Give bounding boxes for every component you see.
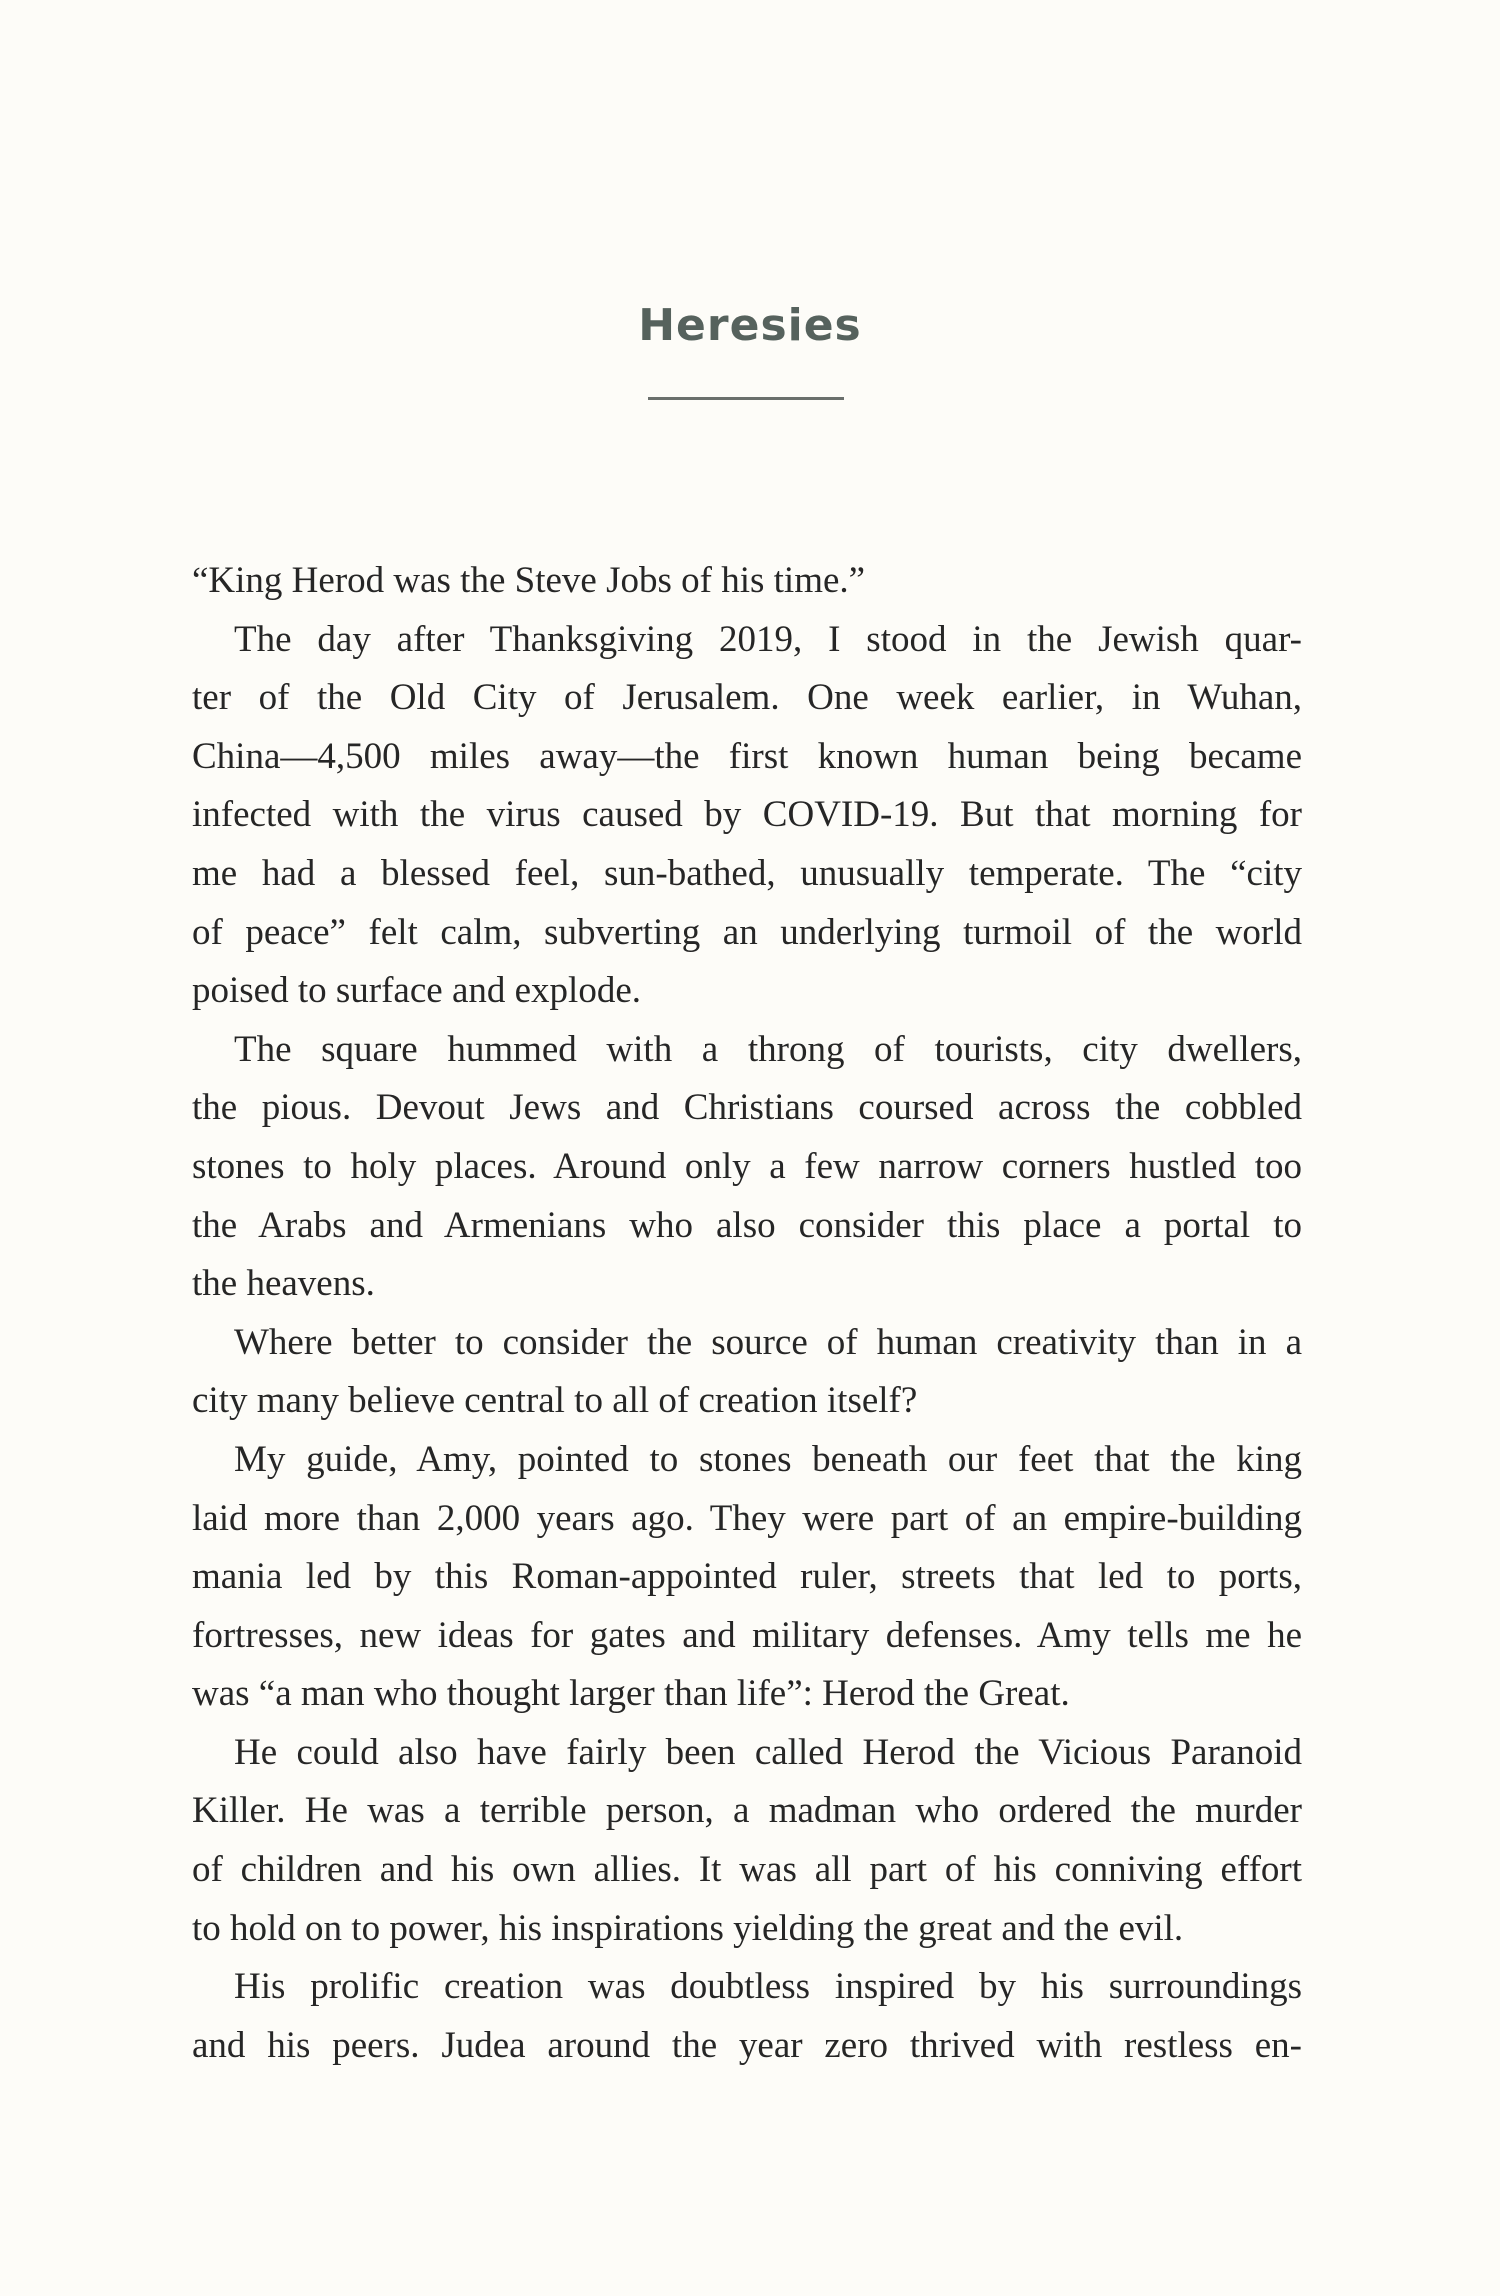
text-line: His prolific creation was doubtless inspired by his surroundings bbox=[234, 1966, 1302, 2008]
text-line: He could also have fairly been called Herod the Vicious Paranoid bbox=[234, 1731, 1302, 1773]
text-line: poised to surface and explode. bbox=[192, 970, 641, 1012]
text-line: the heavens. bbox=[192, 1263, 375, 1305]
text-line: of children and his own allies. It was all part of his conniving effort bbox=[192, 1849, 1302, 1891]
paragraph bbox=[192, 1021, 1302, 1314]
text-line: the pious. Devout Jews and Christians coursed across the cobbled bbox=[192, 1087, 1302, 1129]
text-line: The day after Thanksgiving 2019, I stood in the Jewish quar- bbox=[234, 618, 1302, 660]
text-line: “King Herod was the Steve Jobs of his time.” bbox=[192, 560, 866, 601]
chapter-title: Heresies bbox=[638, 300, 862, 351]
paragraph bbox=[192, 1958, 1302, 2075]
text-line: stones to holy places. Around only a few narrow corners hustled too bbox=[192, 1145, 1302, 1187]
paragraph bbox=[192, 1431, 1302, 1724]
text-line: fortresses, new ideas for gates and military defenses. Amy tells me he bbox=[192, 1614, 1302, 1656]
paragraph bbox=[192, 552, 1302, 611]
text-line: My guide, Amy, pointed to stones beneath our feet that the king bbox=[234, 1438, 1302, 1480]
text-line: China—4,500 miles away—the first known human being became bbox=[192, 735, 1302, 777]
chapter-body bbox=[192, 552, 1302, 2075]
text-line: was “a man who thought larger than life”: Herod the Great. bbox=[192, 1673, 1070, 1715]
paragraph bbox=[192, 1314, 1302, 1431]
text-line: laid more than 2,000 years ago. They were part of an empire-building bbox=[192, 1497, 1302, 1539]
text-line: Killer. He was a terrible person, a madman who ordered the murder bbox=[192, 1790, 1302, 1832]
text-line: mania led by this Roman-appointed ruler, streets that led to ports, bbox=[192, 1556, 1302, 1598]
text-line: Where better to consider the source of human creativity than in a bbox=[234, 1321, 1302, 1363]
text-line: city many believe central to all of creation itself? bbox=[192, 1380, 918, 1422]
paragraph bbox=[192, 611, 1302, 1021]
text-line: of peace” felt calm, subverting an underlying turmoil of the world bbox=[192, 911, 1302, 953]
text-line: ter of the Old City of Jerusalem. One week earlier, in Wuhan, bbox=[192, 677, 1302, 719]
text-line: The square hummed with a throng of tourists, city dwellers, bbox=[234, 1028, 1302, 1070]
text-line: infected with the virus caused by COVID-19. But that morning for bbox=[192, 794, 1302, 836]
text-line: and his peers. Judea around the year zero thrived with restless en- bbox=[192, 2024, 1302, 2066]
paragraph bbox=[192, 1724, 1302, 1958]
text-line: the Arabs and Armenians who also consider this place a portal to bbox=[192, 1204, 1302, 1246]
text-line: me had a blessed feel, sun-bathed, unusually temperate. The “city bbox=[192, 852, 1302, 894]
text-line: to hold on to power, his inspirations yielding the great and the evil. bbox=[192, 1907, 1184, 1949]
title-divider bbox=[648, 397, 844, 400]
